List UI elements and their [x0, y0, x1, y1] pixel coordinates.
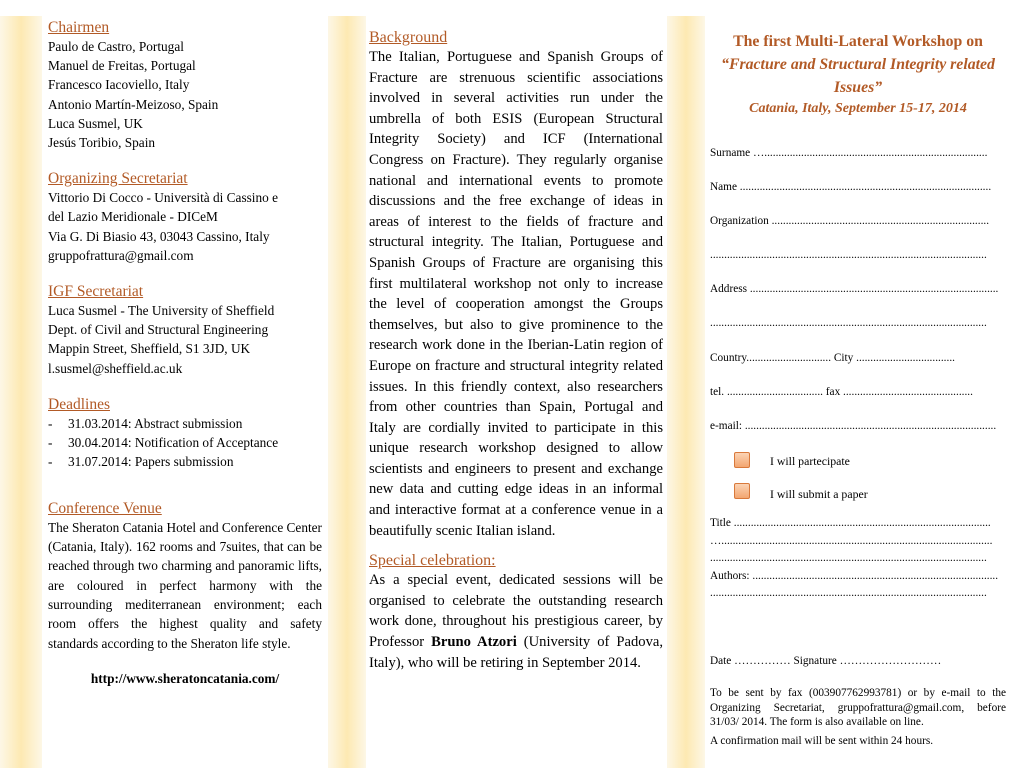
- organizing-secretariat-section: [48, 169, 322, 265]
- special-text-before: As a special event, dedicated sessions will be organised to celebrate the outstanding research work done, throughout his prestigious career, by Professor: [369, 572, 663, 651]
- organization-field-line2[interactable]: ..................................................................................................: [710, 249, 987, 261]
- deadline-item: [48, 414, 322, 433]
- decorative-stripe-right: [667, 16, 705, 768]
- conference-venue-heading: Conference Venue: [48, 499, 162, 517]
- dash-marker: -: [48, 415, 53, 431]
- workshop-date-location: Catania, Italy, September 15-17, 2014: [749, 101, 967, 116]
- venue-description: The Sheraton Catania Hotel and Conference Center (Catania, Italy). 162 rooms and 7suites, that can be reached through two charming and panoramic lifts, are coloured in perfect harmony with the surrounding mediterranean environment; each room offers the highest quality and safety standards according to the Sheraton life style.: [48, 519, 322, 651]
- background-text: The Italian, Portuguese and Spanish Groups of Fracture are strenuous scientific associations involved in several activities run under the umbrella of both ESIS (European Structural Integrity Society) and ICF (International Congress on Fracture). They regularly organise national and international events to promote discussions and the free exchange of ideas in areas of interest to the fields of fracture and structural integrity. The Italian, Portuguese and Spanish Groups of Fracture are organising this first multilateral workshop not only to increase the level of cooperation amongst the Groups themselves, but also to give prominence to the research work done in the Iberian-Latin region of Europe on fracture and structural integrity related issues. In this friendly context, also researchers from other countries than Spain, Portugal and Italy are cordially invited to participate in this unique research workshop designed to allow scientists and engineers to present and exchange new data and cutting edge ideas in an informal and interactive format at a conference venue in a beautifully scenic Italian island.: [369, 49, 663, 539]
- special-celebration-text: [369, 570, 663, 673]
- organizing-line: Vittorio Di Cocco - Università di Cassino e: [48, 190, 279, 206]
- workshop-subtitle: “Fracture and Structural Integrity related Issues”: [721, 56, 995, 96]
- address-field[interactable]: Address ........................................................................................: [710, 283, 999, 295]
- deadlines-section: [48, 395, 322, 471]
- chairman-name: Antonio Martín-Meizoso, Spain: [48, 96, 219, 112]
- deadline-text: 30.04.2014: Notification of Acceptance: [68, 434, 279, 450]
- authors-field[interactable]: Authors: .......................................................................................: [710, 570, 999, 582]
- paper-title-field-line3[interactable]: ..................................................................................................: [710, 552, 987, 564]
- special-text-after: (University of Padova, Italy), who will be retiring in September 2014.: [369, 634, 663, 671]
- submit-paper-checkbox[interactable]: [734, 483, 750, 499]
- confirmation-note: A confirmation mail will be sent within 24 hours.: [710, 735, 934, 747]
- column-contacts: [48, 16, 322, 687]
- chairmen-heading: Chairmen: [48, 19, 110, 36]
- participate-label: I will partecipate: [770, 454, 850, 468]
- chairman-name: Francesco Iacoviello, Italy: [48, 77, 190, 93]
- tel-fax-field[interactable]: tel. .................................. fax ..............................................: [710, 386, 973, 398]
- organizing-line: del Lazio Meridionale - DICeM: [48, 209, 218, 225]
- chairman-name: Paulo de Castro, Portugal: [48, 39, 184, 54]
- background-heading: Background: [369, 29, 448, 46]
- professor-name: Bruno Atzori: [431, 634, 517, 651]
- organizing-secretariat-heading: Organizing Secretariat: [48, 170, 188, 188]
- organization-field[interactable]: Organization .............................................................................: [710, 215, 990, 227]
- deadline-text: 31.07.2014: Papers submission: [68, 453, 234, 469]
- igf-secretariat-heading: IGF Secretariat: [48, 283, 144, 301]
- igf-secretariat-section: [48, 282, 322, 378]
- deadline-item: [48, 433, 322, 452]
- surname-field[interactable]: Surname …...............................................................................: [710, 147, 988, 159]
- name-field[interactable]: Name .........................................................................................: [710, 181, 992, 193]
- date-signature-field[interactable]: Date …………… Signature ………………………: [710, 655, 942, 667]
- submission-instructions: To be sent by fax (003907762993781) or by e-mail to the Organizing Secretariat, gruppofrattura@gmail.com, before 31/03/ 2014. The form is also available on line.: [710, 687, 1006, 729]
- paper-title-field[interactable]: Title ...........................................................................................: [710, 517, 991, 529]
- decorative-stripe-left: [0, 16, 42, 768]
- column-background: [369, 28, 663, 673]
- chairmen-section: [48, 18, 322, 152]
- dash-marker: -: [48, 434, 53, 450]
- column-registration-form: [710, 30, 1006, 768]
- email-field[interactable]: e-mail: .........................................................................................: [710, 420, 997, 432]
- chairman-name: Manuel de Freitas, Portugal: [48, 58, 196, 74]
- special-celebration-heading: Special celebration:: [369, 552, 496, 570]
- address-field-line2[interactable]: ..................................................................................................: [710, 317, 987, 329]
- deadline-item: [48, 452, 322, 471]
- deadline-text: 31.03.2014: Abstract submission: [68, 415, 243, 431]
- authors-field-line2[interactable]: ..................................................................................................: [710, 587, 987, 599]
- decorative-stripe-middle: [328, 16, 366, 768]
- participate-checkbox[interactable]: [734, 452, 750, 468]
- igf-line: Mappin Street, Sheffield, S1 3JD, UK: [48, 341, 251, 357]
- igf-email: l.susmel@sheffield.ac.uk: [48, 360, 183, 376]
- igf-line: Dept. of Civil and Structural Engineering: [48, 322, 269, 338]
- country-city-field[interactable]: Country.............................. City ...................................: [710, 352, 955, 364]
- deadlines-heading: Deadlines: [48, 395, 110, 413]
- submit-paper-label: I will submit a paper: [770, 487, 868, 501]
- igf-line: Luca Susmel - The University of Sheffield: [48, 303, 275, 319]
- organizing-line: Via G. Di Biasio 43, 03043 Cassino, Italy: [48, 228, 270, 244]
- hotel-website-link[interactable]: http://www.sheratoncatania.com/: [90, 670, 280, 686]
- paper-title-field-line2[interactable]: …................................................................................................: [710, 535, 993, 547]
- chairman-name: Jesús Toribio, Spain: [48, 135, 156, 151]
- workshop-title: The first Multi-Lateral Workshop on: [733, 33, 983, 50]
- organizing-email: gruppofrattura@gmail.com: [48, 247, 194, 263]
- conference-venue-section: [48, 499, 322, 653]
- chairman-name: Luca Susmel, UK: [48, 115, 143, 131]
- dash-marker: -: [48, 453, 53, 469]
